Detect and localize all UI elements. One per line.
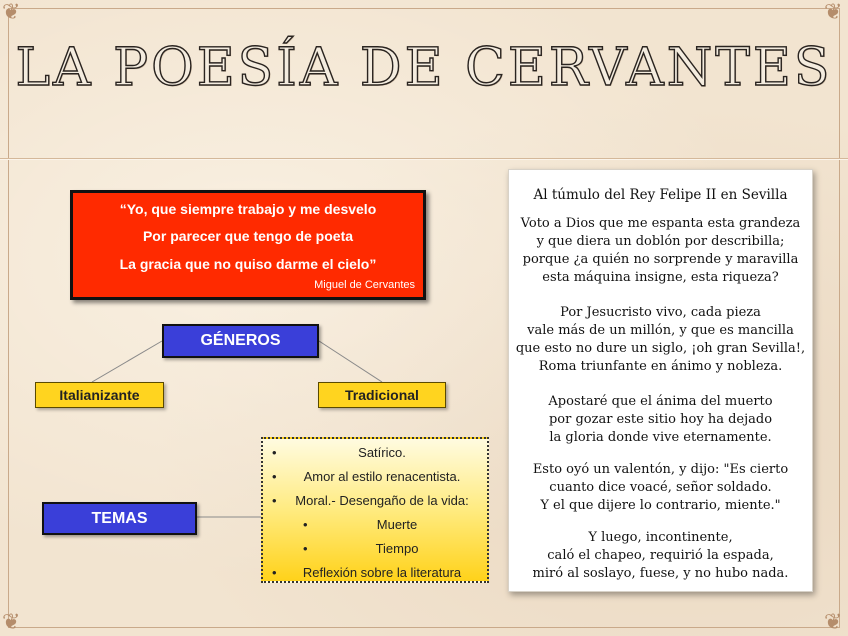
poem-line: y que diera un doblón por describilla; (536, 234, 785, 249)
corner-ornament-bottom-left: ❦ (2, 610, 21, 635)
temas-label: TEMAS (91, 510, 148, 527)
temas-subitem: • Tiempo (263, 537, 487, 561)
quote-line-3: La gracia que no quiso darme el cielo” (119, 256, 377, 272)
temas-item: • Reflexión sobre la literatura (263, 561, 487, 585)
poem-line: vale más de un millón, y que es mancilla (527, 323, 794, 338)
poem-stanza (512, 529, 809, 583)
poem-line: Voto a Dios que me espanta esta grandeza (520, 216, 801, 231)
poem-line: miró al soslayo, fuese, y no hubo nada. (532, 566, 789, 581)
poem-line: la gloria donde vive eternamente. (549, 430, 772, 445)
slide-title: LA POESÍA DE CERVANTES (15, 38, 833, 98)
poem-line: caló el chapeo, requirió la espada, (547, 548, 774, 563)
genero-tradicional-box (318, 382, 446, 408)
temas-item: • Moral.- Desengaño de la vida: (263, 489, 487, 513)
poem-line: Roma triunfante en ánimo y nobleza. (538, 359, 783, 374)
poem-line: que esto no dure un siglo, ¡oh gran Sevilla!, (515, 341, 806, 356)
temas-item: • Satírico. (263, 441, 487, 465)
poem-line: porque ¿a quién no sorprende y maravilla (522, 252, 799, 267)
connector-generos-tradicional (319, 341, 382, 382)
genero-tradicional-label: Tradicional (345, 387, 419, 403)
poem-line: Esto oyó un valentón, y dijo: "Es cierto (532, 462, 789, 477)
poem-stanza (512, 215, 809, 287)
poem-line: cuanto dice voacé, señor soldado. (549, 480, 772, 495)
poem-stanza (512, 393, 809, 447)
generos-label: GÉNEROS (200, 332, 281, 349)
bullet-icon: • (272, 445, 277, 460)
poem-line: Y luego, incontinente, (588, 530, 733, 545)
bullet-icon: • (272, 565, 277, 580)
quote-line-1: “Yo, que siempre trabajo y me desvelo (119, 201, 377, 217)
bullet-icon: • (303, 517, 308, 532)
poem-line: esta máquina insigne, esta riqueza? (542, 270, 779, 285)
temas-subitem: • Muerte (263, 513, 487, 537)
poem-stanza (512, 304, 809, 376)
quote-line-2: Por parecer que tengo de poeta (142, 228, 354, 244)
corner-ornament-top-right: ❦ (824, 0, 843, 25)
poem-line: por gozar este sitio hoy ha dejado (548, 412, 773, 427)
temas-item: • Amor al estilo renacentista. (263, 465, 487, 489)
bullet-icon: • (303, 541, 308, 556)
corner-ornament-top-left: ❦ (2, 0, 21, 25)
connector-generos-italianizante (92, 341, 162, 382)
quote-author: Miguel de Cervantes (314, 279, 415, 291)
genero-italianizante-label: Italianizante (59, 387, 140, 403)
poem (512, 173, 809, 588)
poem-stanza (512, 461, 809, 515)
temas-list (261, 437, 489, 583)
poem-line: Por Jesucristo vivo, cada pieza (560, 305, 761, 320)
poem-line: Y el que dijere lo contrario, miente." (540, 498, 781, 513)
generos-box (162, 324, 319, 358)
temas-box (42, 502, 197, 535)
corner-ornament-bottom-right: ❦ (824, 610, 843, 635)
bullet-icon: • (272, 493, 277, 508)
genero-italianizante-box (35, 382, 164, 408)
poem-line: Apostaré que el ánima del muerto (548, 394, 773, 409)
bullet-icon: • (272, 469, 277, 484)
poem-title: Al túmulo del Rey Felipe II en Sevilla (533, 187, 788, 203)
cervantes-quote-box (70, 190, 426, 300)
